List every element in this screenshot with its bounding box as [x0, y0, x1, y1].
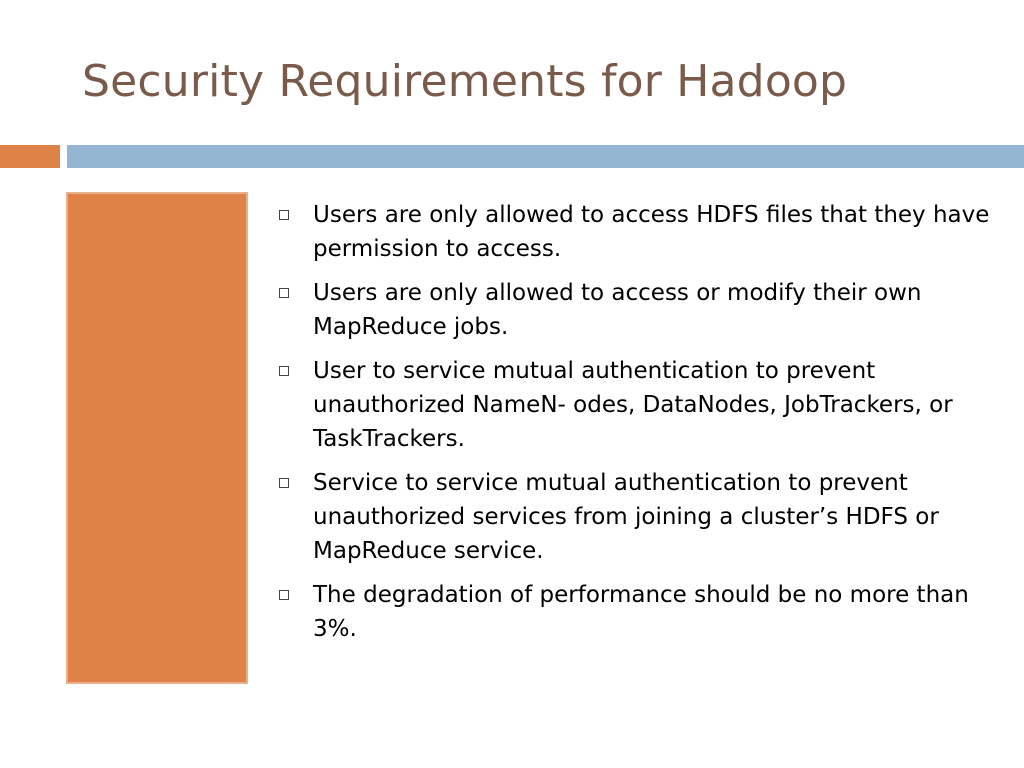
- list-item: [277, 198, 997, 266]
- hollow-square-icon: [279, 288, 289, 298]
- hollow-square-icon: [279, 210, 289, 220]
- hollow-square-icon: [279, 590, 289, 600]
- bullet-text: The degradation of performance should be no more than 3%.: [313, 582, 969, 642]
- bullet-text: Users are only allowed to access HDFS files that they have permission to access.: [313, 202, 990, 262]
- bullet-text: User to service mutual authentication to prevent unauthorized NameN- odes, DataNodes, JobTrackers, or TaskTrackers.: [313, 358, 953, 452]
- list-item: [277, 466, 997, 568]
- list-item: [277, 276, 997, 344]
- accent-bar-blue: [67, 145, 1024, 168]
- orange-side-panel: [66, 192, 248, 684]
- page-title: Security Requirements for Hadoop: [82, 56, 848, 107]
- accent-bar-orange: [0, 145, 60, 168]
- bullet-text: Service to service mutual authentication to prevent unauthorized services from joining a cluster’s HDFS or MapReduce service.: [313, 470, 939, 564]
- hollow-square-icon: [279, 366, 289, 376]
- list-item: [277, 354, 997, 456]
- bullet-list: [277, 198, 997, 656]
- list-item: [277, 578, 997, 646]
- bullet-text: Users are only allowed to access or modify their own MapReduce jobs.: [313, 280, 922, 340]
- hollow-square-icon: [279, 478, 289, 488]
